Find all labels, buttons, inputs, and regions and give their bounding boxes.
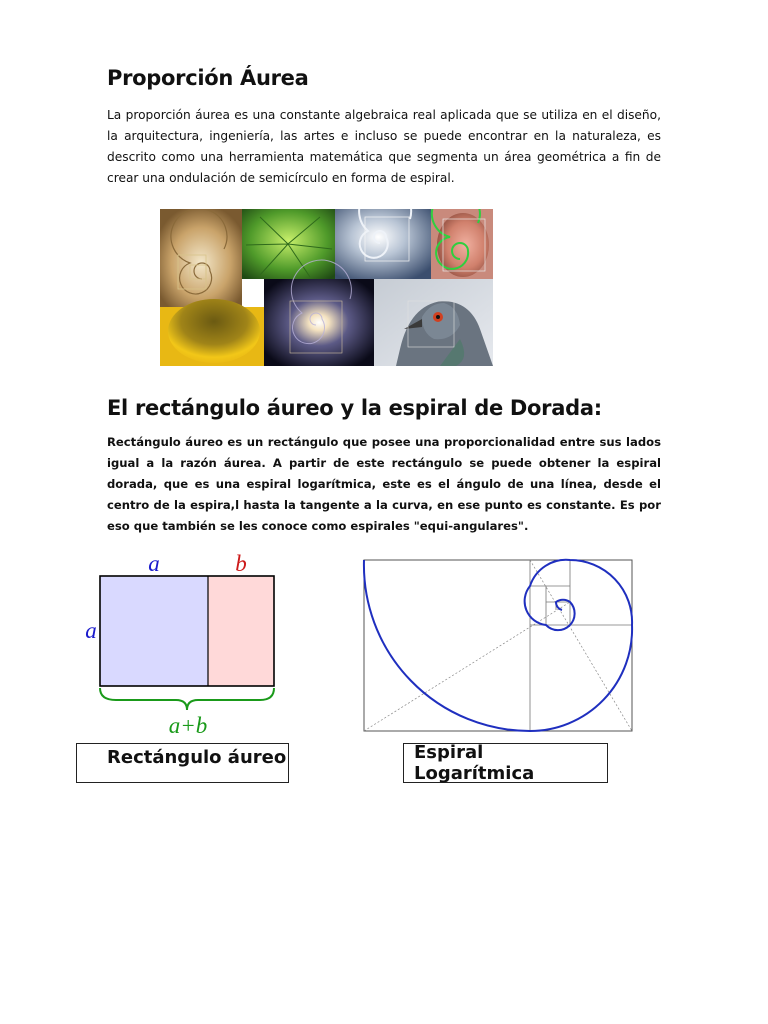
caption-rectangulo-aureo: Rectángulo áureo	[76, 743, 289, 783]
succulent-image	[242, 209, 335, 279]
label-a-top: a	[148, 551, 160, 576]
hurricane-image	[335, 209, 431, 279]
paragraph-rectangulo-aureo: Rectángulo áureo es un rectángulo que posee una proporcionalidad entre sus lados igual a la razón áurea. A partir de este rectángulo se puede obtener la espiral dorada, que es una espiral logarítmica, este es el ángulo de una línea, desde el centro de la espira,l hasta la tangente a la curva, en ese punto es constante. Es por eso que también se les conoce como espirales "equi-angulares".	[107, 435, 661, 533]
section-title-rectangulo-aureo: El rectángulo áureo y la espiral de Dorada:	[107, 396, 602, 420]
nautilus-shell-image	[160, 209, 242, 307]
label-a-side: a	[85, 618, 97, 643]
golden-rectangle-diagram	[76, 548, 292, 748]
sunflower-image	[160, 299, 264, 366]
label-b-top: b	[235, 551, 247, 576]
rect-b-region	[208, 576, 274, 686]
square-a-region	[100, 576, 208, 686]
golden-ratio-nature-collage	[160, 209, 493, 366]
caption-espiral-logaritmica: Espiral Logarítmica	[403, 743, 608, 783]
label-a-plus-b: a+b	[168, 713, 208, 738]
sum-brace	[100, 688, 274, 710]
ear-image	[431, 209, 493, 279]
spiral-bounding-rectangle	[364, 560, 632, 731]
section-title-proporcion-aurea: Proporción Áurea	[107, 66, 309, 90]
logarithmic-spiral-diagram	[362, 558, 634, 734]
paragraph-proporcion-aurea: La proporción áurea es una constante algebraica real aplicada que se utiliza en el diseño, la arquitectura, ingeniería, las artes e incluso se puede encontrar en la naturaleza, es descrito como una herramienta matemática que segmenta un área geométrica a fin de crear una ondulación de semicírculo en forma de espiral.	[107, 108, 661, 185]
pigeon-image	[374, 279, 493, 366]
